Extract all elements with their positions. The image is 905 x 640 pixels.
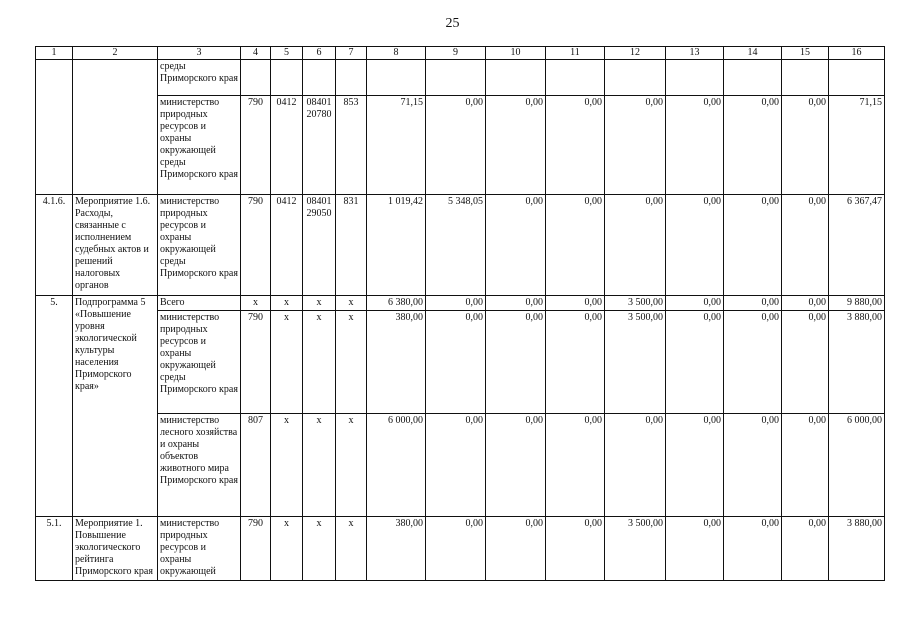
header-cell: 6 (303, 47, 336, 60)
table-cell: 790 (241, 517, 271, 581)
table-cell: 807 (241, 414, 271, 517)
table-cell: 0,00 (605, 195, 666, 296)
table-cell: 3 500,00 (605, 517, 666, 581)
header-cell: 13 (666, 47, 724, 60)
header-cell: 1 (36, 47, 73, 60)
header-cell: 4 (241, 47, 271, 60)
table-cell (271, 60, 303, 96)
table-cell: 0,00 (782, 96, 829, 195)
table-cell: министерство природных ресурсов и охраны окружающей (158, 517, 241, 581)
table-cell: 0,00 (546, 195, 605, 296)
table-cell: 0,00 (546, 517, 605, 581)
table-cell: x (271, 517, 303, 581)
table-cell: 0,00 (426, 414, 486, 517)
table-cell: 380,00 (367, 517, 426, 581)
table-cell: x (303, 296, 336, 311)
table-row (36, 96, 885, 195)
table-cell: 0,00 (486, 96, 546, 195)
table-cell (426, 60, 486, 96)
table-cell (782, 60, 829, 96)
table-cell: 6 380,00 (367, 296, 426, 311)
table-cell: министерство природных ресурсов и охраны окружающей среды Приморского края (158, 311, 241, 414)
page-number: 25 (445, 16, 460, 31)
table-cell (546, 60, 605, 96)
table-cell: среды Приморского края (158, 60, 241, 96)
header-cell: 11 (546, 47, 605, 60)
table-cell: 853 (336, 96, 367, 195)
table-cell: 0,00 (724, 311, 782, 414)
table-cell: 5 348,05 (426, 195, 486, 296)
table-cell: 5. (36, 296, 73, 517)
table-cell: 0,00 (486, 517, 546, 581)
header-cell: 3 (158, 47, 241, 60)
header-cell: 15 (782, 47, 829, 60)
table-cell: x (336, 517, 367, 581)
table-cell (367, 60, 426, 96)
table-cell (303, 60, 336, 96)
table-cell: 4.1.6. (36, 195, 73, 296)
table-cell (829, 60, 885, 96)
table-cell (36, 60, 73, 195)
table-cell: Всего (158, 296, 241, 311)
table-cell: 0,00 (546, 96, 605, 195)
table-cell: x (336, 311, 367, 414)
table-cell: 0,00 (724, 414, 782, 517)
table-cell: Подпрограмма 5 «Повышение уровня экологической культуры населения Приморского края» (73, 296, 158, 517)
table-cell: 0,00 (666, 96, 724, 195)
table-cell: 0,00 (782, 311, 829, 414)
table-cell: 5.1. (36, 517, 73, 581)
table-cell: 0,00 (782, 296, 829, 311)
table-row (36, 414, 885, 517)
table-cell: министерство лесного хозяйства и охраны объектов животного мира Приморского края (158, 414, 241, 517)
table-cell: x (303, 517, 336, 581)
header-cell: 16 (829, 47, 885, 60)
table-cell: 0,00 (666, 296, 724, 311)
table-cell: 0,00 (486, 311, 546, 414)
table-cell (605, 60, 666, 96)
table-cell (336, 60, 367, 96)
table-cell (486, 60, 546, 96)
table-cell: 0,00 (486, 195, 546, 296)
table-cell: 0,00 (605, 96, 666, 195)
table-cell: 1 019,42 (367, 195, 426, 296)
table-cell: министерство природных ресурсов и охраны окружающей среды Приморского края (158, 195, 241, 296)
table-cell: 0,00 (426, 517, 486, 581)
table-cell: 790 (241, 311, 271, 414)
table-cell: 0,00 (426, 311, 486, 414)
table-cell: 9 880,00 (829, 296, 885, 311)
table-cell: 0,00 (426, 296, 486, 311)
table-cell: x (271, 296, 303, 311)
table-cell: 0,00 (426, 96, 486, 195)
table-cell: 0,00 (546, 414, 605, 517)
table-cell: 0,00 (724, 195, 782, 296)
table-cell: 0,00 (666, 414, 724, 517)
table-row (36, 296, 885, 311)
table-cell: 71,15 (829, 96, 885, 195)
table-cell (724, 60, 782, 96)
table-cell: 6 000,00 (829, 414, 885, 517)
table-cell: 0,00 (724, 296, 782, 311)
table-cell: 0,00 (782, 195, 829, 296)
table-cell: Мероприятие 1.6. Расходы, связанные с исполнением судебных актов и решений налоговых органов (73, 195, 158, 296)
table-cell: 6 000,00 (367, 414, 426, 517)
table-cell: 0,00 (486, 296, 546, 311)
table-cell: 0,00 (546, 296, 605, 311)
header-cell: 8 (367, 47, 426, 60)
header-cell: 14 (724, 47, 782, 60)
table-cell: министерство природных ресурсов и охраны окружающей среды Приморского края (158, 96, 241, 195)
header-row (36, 47, 885, 60)
table-cell (666, 60, 724, 96)
table-cell: 3 500,00 (605, 296, 666, 311)
table-cell: 3 880,00 (829, 517, 885, 581)
table-cell: Мероприятие 1. Повышение экологического рейтинга Приморского края (73, 517, 158, 581)
table-cell: 790 (241, 195, 271, 296)
table-cell: 0,00 (666, 311, 724, 414)
header-cell: 10 (486, 47, 546, 60)
table-cell: 0412 (271, 195, 303, 296)
header-cell: 7 (336, 47, 367, 60)
table-row (36, 311, 885, 414)
table-cell: x (241, 296, 271, 311)
table-cell: 0,00 (486, 414, 546, 517)
table-cell: 08401 20780 (303, 96, 336, 195)
table-cell (73, 60, 158, 195)
table-cell: 08401 29050 (303, 195, 336, 296)
header-cell: 9 (426, 47, 486, 60)
header-cell: 2 (73, 47, 158, 60)
table-cell: 380,00 (367, 311, 426, 414)
table-cell: 790 (241, 96, 271, 195)
table-cell: 0,00 (666, 517, 724, 581)
table-cell: 0,00 (724, 96, 782, 195)
header-cell: 5 (271, 47, 303, 60)
table-cell: 0,00 (782, 414, 829, 517)
table-cell: x (336, 296, 367, 311)
table-cell: 71,15 (367, 96, 426, 195)
table-cell: x (303, 311, 336, 414)
table-cell: x (271, 414, 303, 517)
table-cell (241, 60, 271, 96)
table-row (36, 517, 885, 581)
table-cell: 3 500,00 (605, 311, 666, 414)
table-cell: 0,00 (782, 517, 829, 581)
table-cell: 0412 (271, 96, 303, 195)
table-cell: 3 880,00 (829, 311, 885, 414)
table-row (36, 60, 885, 96)
header-cell: 12 (605, 47, 666, 60)
table-row (36, 195, 885, 296)
table-cell: x (271, 311, 303, 414)
table-cell: 831 (336, 195, 367, 296)
budget-table (35, 46, 885, 581)
table-cell: 0,00 (546, 311, 605, 414)
table-cell: 0,00 (605, 414, 666, 517)
table-cell: 6 367,47 (829, 195, 885, 296)
table-cell: 0,00 (666, 195, 724, 296)
table-cell: 0,00 (724, 517, 782, 581)
table-cell: x (336, 414, 367, 517)
table-cell: x (303, 414, 336, 517)
